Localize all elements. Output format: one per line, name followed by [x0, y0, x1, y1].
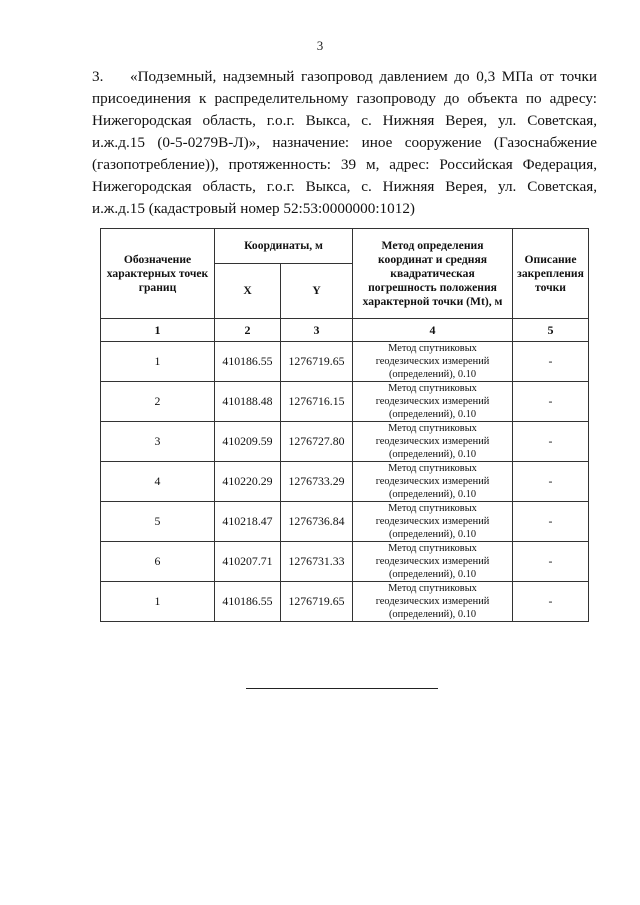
cell-x: 410207.71: [215, 542, 281, 582]
column-number: 5: [513, 319, 589, 342]
cell-y: 1276719.65: [281, 342, 353, 382]
page-number: 3: [316, 38, 324, 53]
cell-y: 1276716.15: [281, 382, 353, 422]
cell-method: Метод спутниковых геодезических измерений (определений), 0.10: [353, 422, 513, 462]
cell-point: 6: [101, 542, 215, 582]
cell-y: 1276719.65: [281, 582, 353, 622]
header-x: X: [215, 264, 281, 319]
table-row: [101, 382, 589, 422]
header-point: Обозначение характерных точек границ: [101, 229, 215, 319]
cell-description: -: [513, 342, 589, 382]
cell-point: 4: [101, 462, 215, 502]
cell-x: 410188.48: [215, 382, 281, 422]
cell-x: 410218.47: [215, 502, 281, 542]
cell-y: 1276727.80: [281, 422, 353, 462]
column-number: 1: [101, 319, 215, 342]
column-number: 3: [281, 319, 353, 342]
header-method: Метод определения координат и средняя квадратическая погрешность положения характерной точки (Mt), м: [353, 229, 513, 319]
cell-x: 410186.55: [215, 342, 281, 382]
cell-x: 410209.59: [215, 422, 281, 462]
cell-method: Метод спутниковых геодезических измерений (определений), 0.10: [353, 342, 513, 382]
cell-point: 1: [101, 342, 215, 382]
table-row: [101, 502, 589, 542]
table-row: [101, 582, 589, 622]
cell-description: -: [513, 502, 589, 542]
column-number: 2: [215, 319, 281, 342]
cell-x: 410220.29: [215, 462, 281, 502]
table-row: [101, 462, 589, 502]
header-description: Описание закрепления точки: [513, 229, 589, 319]
object-description-paragraph: [92, 66, 597, 220]
table-row: [101, 422, 589, 462]
footer-divider: [246, 688, 438, 689]
cell-method: Метод спутниковых геодезических измерений (определений), 0.10: [353, 502, 513, 542]
cell-x: 410186.55: [215, 582, 281, 622]
cell-y: 1276733.29: [281, 462, 353, 502]
cell-description: -: [513, 542, 589, 582]
paragraph-number: 3.: [92, 68, 104, 85]
cell-method: Метод спутниковых геодезических измерений (определений), 0.10: [353, 542, 513, 582]
cell-y: 1276736.84: [281, 502, 353, 542]
header-y: Y: [281, 264, 353, 319]
cell-description: -: [513, 582, 589, 622]
cell-y: 1276731.33: [281, 542, 353, 582]
boundary-points-table: [100, 228, 589, 622]
cell-description: -: [513, 462, 589, 502]
cell-point: 5: [101, 502, 215, 542]
table-body: [101, 342, 589, 622]
cell-method: Метод спутниковых геодезических измерений (определений), 0.10: [353, 382, 513, 422]
cell-method: Метод спутниковых геодезических измерений (определений), 0.10: [353, 462, 513, 502]
cell-description: -: [513, 422, 589, 462]
paragraph-text: «Подземный, надземный газопровод давлением до 0,3 МПа от точки присоединения к распределительному газопроводу до объекта по адресу: Нижегородская область, г.о.г. Выкса, с. Нижняя Верея, ул. Советская, и.ж.д.15 (0-5-0279В-Л)», назначение: иное сооружение (Газоснабжение (газопотребление)), протяженность: 39 м, адрес: Российская Федерация, Нижегородская область, г.о.г. Выкса, с. Нижняя Верея, ул. Советская, и.ж.д.15 (кадастровый номер 52:53:0000000:1012): [92, 68, 597, 217]
cell-point: 1: [101, 582, 215, 622]
table-row: [101, 342, 589, 382]
header-coordinates: Координаты, м: [215, 229, 353, 264]
cell-method: Метод спутниковых геодезических измерений (определений), 0.10: [353, 582, 513, 622]
cell-point: 2: [101, 382, 215, 422]
cell-description: -: [513, 382, 589, 422]
column-number: 4: [353, 319, 513, 342]
table-row: [101, 542, 589, 582]
cell-point: 3: [101, 422, 215, 462]
